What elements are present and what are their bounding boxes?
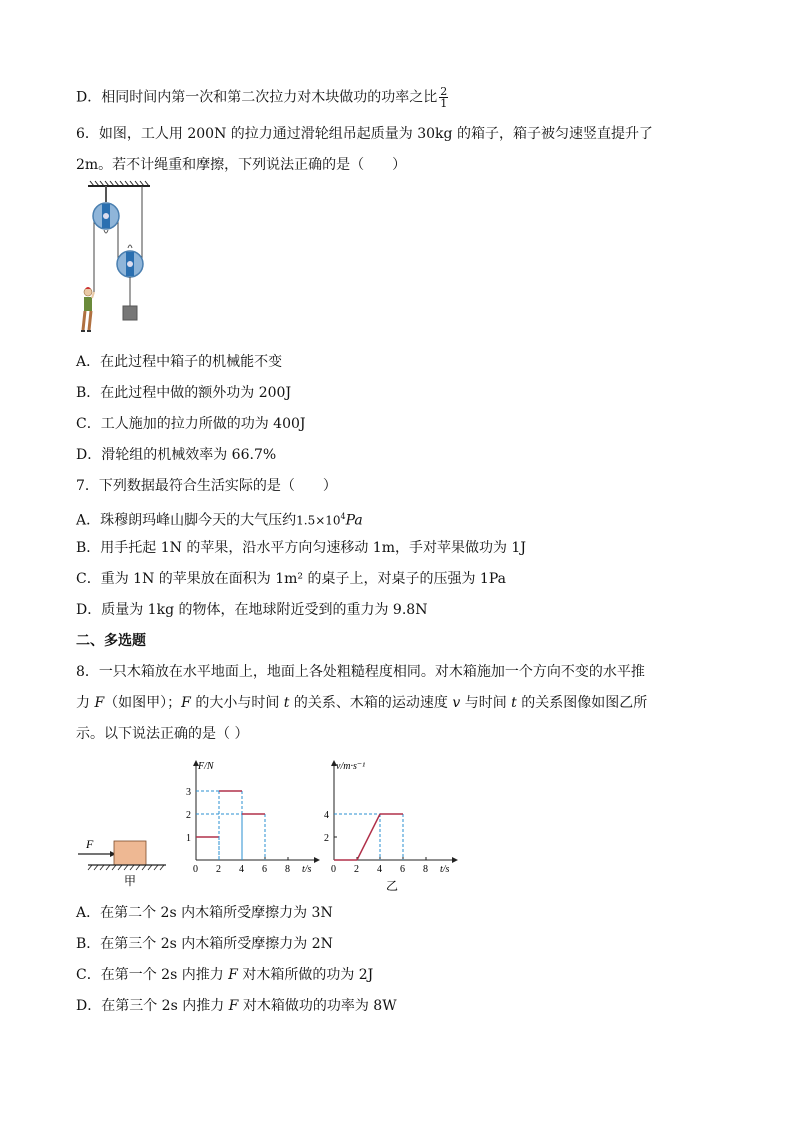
q6-stem-line1: 6．如图，工人用 200N 的拉力通过滑轮组吊起质量为 30kg 的箱子，箱子被匀速竖直提升了	[76, 126, 653, 142]
q7-option-a-value: 1.5×10	[296, 513, 341, 528]
x-tick-label: 2	[216, 864, 221, 875]
q5-option-d-text: D．相同时间内第一次和第二次拉力对木块做功的功率之比	[76, 89, 438, 106]
figure-jia-label: 甲	[124, 874, 137, 888]
q8-option-d: D．在第三个 2s 内推力 F 对木箱做功的功率为 8W	[76, 998, 397, 1014]
x-axis-arrow	[452, 857, 458, 863]
y-axis-label: v/m·s⁻¹	[336, 761, 366, 772]
q6-stem-line2: 2m。若不计绳重和摩擦，下列说法正确的是（ ）	[76, 157, 407, 173]
q7-option-a	[76, 507, 363, 531]
velocity-segment-2	[357, 814, 380, 860]
q8-stem-line1: 8．一只木箱放在水平地面上，地面上各处粗糙程度相同。对木箱施加一个方向不变的水平推	[76, 664, 645, 680]
x-tick-label: 6	[262, 864, 267, 875]
force-label: F	[86, 837, 94, 851]
x-tick-label: 0	[331, 864, 336, 875]
y-tick-label: 2	[324, 833, 329, 844]
x-axis-label: t/s	[440, 864, 450, 875]
pulley-figure	[80, 180, 170, 345]
q8-stem-line2: 力 F（如图甲）；F 的大小与时间 t 的关系、木箱的运动速度 v 与时间 t 的关系图像如图乙所	[76, 695, 648, 711]
y-tick-label: 2	[186, 810, 191, 821]
q7-stem: 7．下列数据最符合生活实际的是（ ）	[76, 478, 337, 494]
x-tick-label: 6	[400, 864, 405, 875]
force-time-chart	[180, 758, 330, 880]
x-tick-label: 8	[285, 864, 290, 875]
q7-option-d: D．质量为 1kg 的物体，在地球附近受到的重力为 9.8N	[76, 602, 428, 618]
x-axis-label: t/s	[302, 864, 312, 875]
x-tick-label: 8	[423, 864, 428, 875]
figure-jia-box	[76, 830, 176, 890]
q8-option-c: C．在第一个 2s 内推力 F 对木箱所做的功为 2J	[76, 967, 374, 983]
x-tick-label: 0	[193, 864, 198, 875]
q6-option-b: B．在此过程中做的额外功为 200J	[76, 385, 292, 401]
figure-yi-label: 乙	[386, 879, 399, 893]
x-tick-label: 4	[377, 864, 382, 875]
q6-option-c: C．工人施加的拉力所做的功为 400J	[76, 416, 306, 432]
q7-option-c: C．重为 1N 的苹果放在面积为 1m² 的桌子上，对桌子的压强为 1Pa	[76, 571, 506, 587]
y-tick-label: 1	[186, 833, 191, 844]
q8-option-a: A．在第二个 2s 内木箱所受摩擦力为 3N	[76, 905, 333, 921]
power-ratio-fraction: $\frac{2}{1}$	[440, 85, 448, 110]
q8-option-b: B．在第三个 2s 内木箱所受摩擦力为 2N	[76, 936, 333, 952]
q8-stem-line3: 示。以下说法正确的是（ ）	[76, 726, 249, 742]
q5-option-d	[76, 86, 448, 109]
velocity-time-chart	[318, 758, 468, 893]
q7-option-a-unit: Pa	[345, 512, 363, 529]
x-tick-label: 2	[354, 864, 359, 875]
q6-option-d: D．滑轮组的机械效率为 66.7%	[76, 447, 277, 463]
q7-option-b: B．用手托起 1N 的苹果，沿水平方向匀速移动 1m，手对苹果做功为 1J	[76, 540, 526, 556]
y-tick-label: 3	[186, 787, 191, 798]
y-tick-label: 4	[324, 810, 329, 821]
x-tick-label: 4	[239, 864, 244, 875]
y-axis-label: F/N	[198, 761, 214, 772]
q6-option-a: A．在此过程中箱子的机械能不变	[76, 354, 283, 370]
q7-option-a-text: A．珠穆朗玛峰山脚今天的大气压约	[76, 512, 297, 529]
section-title-multi-choice: 二、多选题	[76, 633, 146, 649]
q7-option-a-exp: 4	[340, 512, 346, 521]
